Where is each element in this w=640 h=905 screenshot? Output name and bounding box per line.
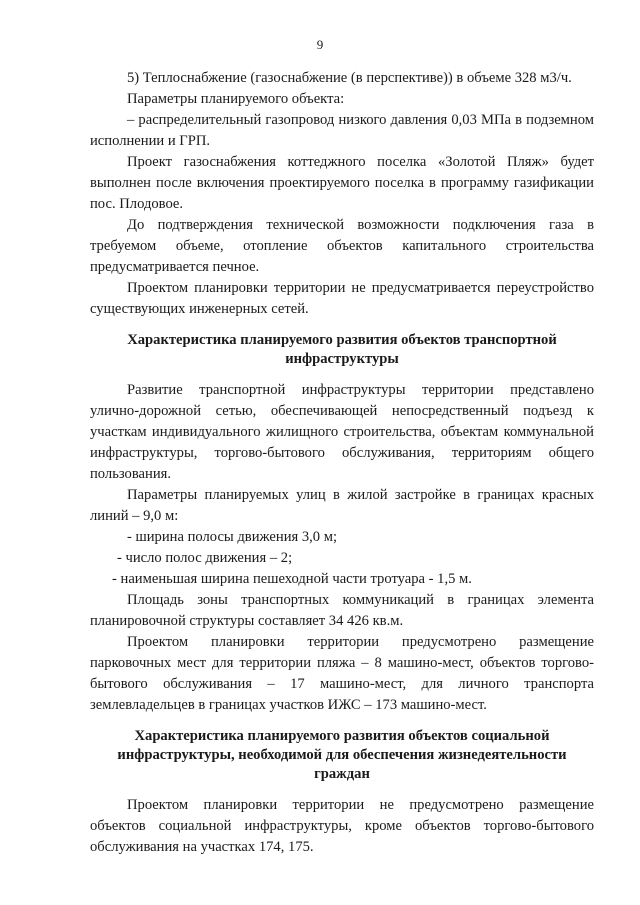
list-item-lane-width: - ширина полосы движения 3,0 м; xyxy=(127,529,338,545)
paragraph-gas-pipeline: – распределительный газопровод низкого давления 0,03 МПа в подземном исполнении и ГРП. xyxy=(90,112,594,149)
list-item-lane-count: - число полос движения – 2; xyxy=(117,550,293,566)
paragraph-networks: Проектом планировки территории не предусматривается переустройство существующих инженерных сетей. xyxy=(90,280,594,317)
paragraph-heat-supply: 5) Теплоснабжение (газоснабжение (в перспективе)) в объеме 328 м3/ч. xyxy=(127,70,572,86)
paragraph-gas-project: Проект газоснабжения коттеджного поселка «Золотой Пляж» будет выполнен после включения проектируемого поселка в программу газификации пос. Плодовое. xyxy=(90,154,594,212)
paragraph-street-parameters: Параметры планируемых улиц в жилой застройке в границах красных линий – 9,0 м: xyxy=(90,487,594,524)
list-item-sidewalk-width: - наименьшая ширина пешеходной части тротуара - 1,5 м. xyxy=(112,571,472,587)
paragraph-heating: До подтверждения технической возможности подключения газа в требуемом объеме, отопление объектов капитального строительства предусматривается печное. xyxy=(90,217,594,275)
paragraph-transport-development: Развитие транспортной инфраструктуры территории представлено улично-дорожной сетью, обеспечивающей непосредственный подъезд к участкам индивидуального жилищного строительства, объектам коммунальной инфраструктуры, торгово-бытового обслуживания, территориям общего пользования. xyxy=(90,382,594,482)
page-number: 9 xyxy=(316,37,324,52)
paragraph-parking: Проектом планировки территории предусмотрено размещение парковочных мест для территории пляжа – 8 машино-мест, объектов торгово-бытового обслуживания – 17 машино-мест, для личного транспорта землевладельцев в границах участков ИЖС – 173 машино-мест. xyxy=(90,634,594,713)
heading-transport-infrastructure: Характеристика планируемого развития объектов транспортной инфраструктуры xyxy=(127,332,557,367)
paragraph-transport-zone-area: Площадь зоны транспортных коммуникаций в границах элемента планировочной структуры составляет 34 426 кв.м. xyxy=(90,592,594,629)
paragraph-social-objects: Проектом планировки территории не предусмотрено размещение объектов социальной инфраструктуры, кроме объектов торгово-бытового обслуживания на участках 174, 175. xyxy=(90,797,594,855)
page-body xyxy=(90,68,594,858)
paragraph-object-parameters: Параметры планируемого объекта: xyxy=(127,91,345,107)
heading-social-infrastructure: Характеристика планируемого развития объектов социальной инфраструктуры, необходимой для обеспечения жизнедеятельности граждан xyxy=(117,728,567,782)
